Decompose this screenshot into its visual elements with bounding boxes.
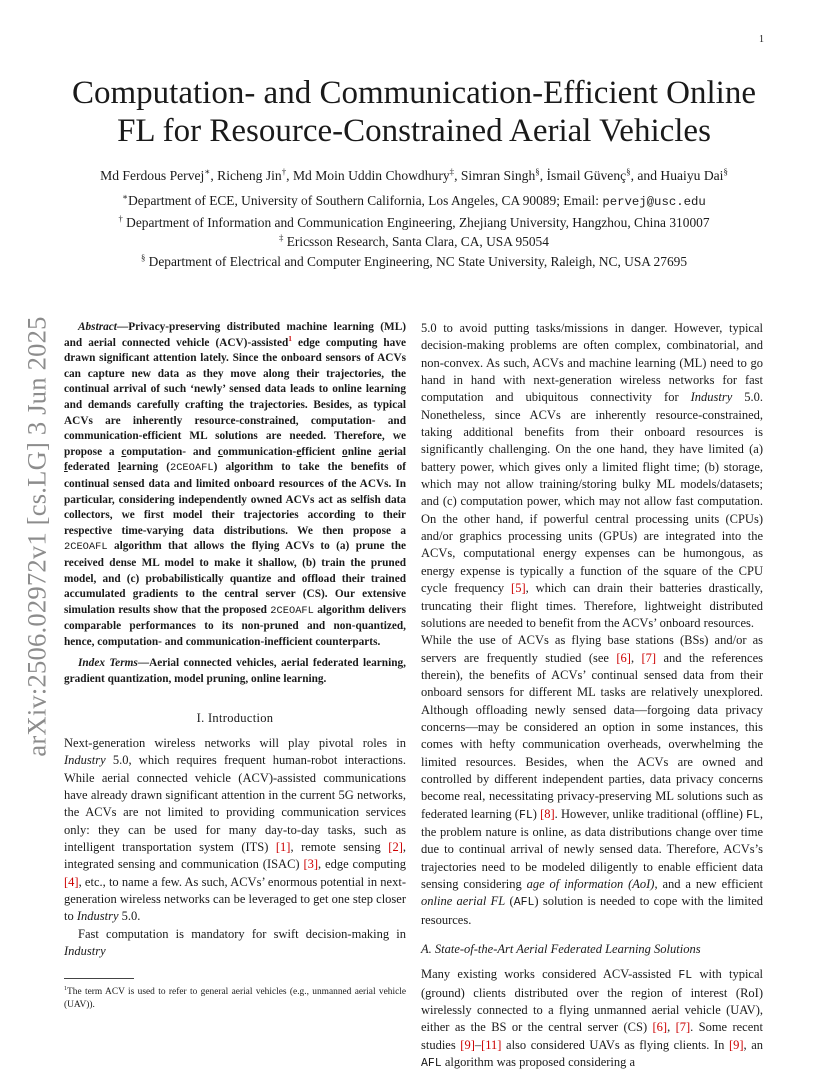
text-run: , etc., to name a few. As such, ACVs’ enormous potential in next-generation wireless networks can be leveraged to get one step closer to xyxy=(64,874,406,924)
abstract-label: Abstract xyxy=(78,321,117,333)
acronym-afl: AFL xyxy=(513,896,535,910)
paper-title xyxy=(64,74,764,150)
emphasis-online-aerial-fl: online aerial FL xyxy=(421,894,506,909)
author-and: , and xyxy=(630,168,661,183)
author-1-mark: ∗ xyxy=(204,166,211,177)
citation-9[interactable]: [9] xyxy=(460,1037,475,1052)
text-run: ) xyxy=(532,806,541,821)
text-run: . However, unlike traditional (offline) xyxy=(554,806,747,821)
affiliation-ece xyxy=(64,191,764,213)
citation-11[interactable]: [11] xyxy=(481,1037,502,1052)
text-run: , xyxy=(667,1020,676,1035)
index-terms-label: Index Terms xyxy=(78,657,138,670)
affiliation-ncsu-mark: § xyxy=(140,252,146,263)
acronym-word: nline xyxy=(347,445,379,458)
algorithm-name: 2CEOAFL xyxy=(270,604,314,617)
citation-7[interactable]: [7] xyxy=(641,650,657,665)
affiliation-ece-mark: ∗ xyxy=(122,191,129,202)
text-run: 5.0. Nonetheless, since ACVs are inherently resource-constrained, taking additional benefits from their onboard resources is significantly challenging. On the one hand, they have limited (a) battery power, which gives only a limited flight time; (b) storage, which may not allow training/storing bulky ML models/datasets; and (c) computation power, which may not allow fast computation. On the other hand, if powerful central processing units (CPUs) and/or graphics processing units (GPUs) are integrated into the ACVs, computational energy expenses can be humongous, as energy expense is typically a function of the square of the CPU cycle frequency xyxy=(421,390,763,596)
acronym-letter: e xyxy=(296,445,302,458)
acronym-letter: l xyxy=(117,461,122,474)
text-run: , xyxy=(630,650,642,665)
citation-6[interactable]: [6] xyxy=(616,650,631,665)
footnote xyxy=(64,986,406,1011)
affiliation-ericsson-text: Ericsson Research, Santa Clara, CA, USA 95054 xyxy=(283,234,549,249)
index-terms-text: —Aerial connected vehicles, aerial federated learning, gradient quantization, model pruning, online learning. xyxy=(64,657,406,686)
footnote-rule xyxy=(64,978,134,979)
acronym-word: ederated xyxy=(67,461,118,474)
paper-header xyxy=(64,74,764,271)
abstract-p3: ) algorithm to take the benefits of continual sensed data and limited onboard resources of the ACVs. In particular, considering independently owned ACVs act as selfish data collectors, we first model their trajectories according to their respective time-varying data distributions. We then propose a xyxy=(64,461,406,537)
arxiv-stamp-text: arXiv:2506.02972v1 [cs.LG] 3 Jun 2025 xyxy=(21,315,52,757)
text-run: also considered UAVs as flying clients. In xyxy=(501,1037,729,1052)
intro-paragraph-2 xyxy=(64,926,406,961)
author-sep: , xyxy=(210,168,218,183)
affiliation-ncsu-text: Department of Electrical and Computer Engineering, NC State University, Raleigh, NC, USA 27695 xyxy=(145,253,688,269)
right-column xyxy=(421,320,763,1071)
text-run: , the problem nature is online, as data distributions change over time due to continual arrival of newly sensed data. Therefore, ACVs’s trajectories need to be modeled diligently to enable efficient data sensing considering xyxy=(421,806,763,891)
text-run: , integrated sensing and communication (ISAC) xyxy=(64,840,406,872)
abstract-p4: algorithm that allows the flying ACVs to (a) prune the received dense ML model to make it shallow, (b) train the pruned model, and (c) probabilistically quantize and offload their trained accumulated gradients to the central server (CS). Our extensive simulation results show that the proposed xyxy=(64,540,406,616)
text-run: , an xyxy=(743,1037,763,1052)
acronym-letter: c xyxy=(121,445,127,458)
subsection-a-paragraph-1 xyxy=(421,966,763,1071)
acronym-word: earning ( xyxy=(121,461,170,474)
author-sep: , xyxy=(286,168,293,183)
emphasis-industry: Industry xyxy=(76,909,119,924)
affiliation-zju xyxy=(64,213,764,233)
affiliation-ncsu xyxy=(64,252,764,272)
text-run: Next-generation wireless networks will play pivotal roles in xyxy=(64,736,406,750)
emphasis-industry: Industry xyxy=(64,753,106,768)
intro-paragraph-2 xyxy=(421,320,763,632)
acronym-fl: FL xyxy=(746,808,760,822)
text-run: , and a new efficient xyxy=(654,877,763,891)
author-6-mark: § xyxy=(723,166,728,177)
emphasis-aoi: age of information (AoI) xyxy=(526,877,655,891)
citation-5[interactable]: [5] xyxy=(511,581,526,596)
acronym-letter: c xyxy=(217,445,223,458)
emphasis-industry: Industry xyxy=(690,390,733,405)
abstract-p5: algorithm delivers comparable performances to its non-pruned and non-quantized, hence, computation- and communication-inefficient counterparts. xyxy=(64,603,406,648)
author-1: Md Ferdous Pervej xyxy=(100,168,205,183)
text-run: , remote sensing xyxy=(290,840,389,855)
citation-2[interactable]: [2] xyxy=(388,840,403,855)
acronym-word: fficient xyxy=(301,445,343,458)
text-run: Fast computation is mandatory for swift decision-making in xyxy=(78,926,406,941)
left-column xyxy=(64,320,406,960)
text-run: and the references therein), the benefits of ACVs’ continual sensed data from their onboard sensors for different ML tasks are relatively unexplored. Although offloading newly sensed data—forgoing data privacy concerns—may be considered an option in some instances, this comes with hefty communication overheads, overwhelming the limited resources. Besides, when the ACVs are owned and controlled by different independent parties, data privacy concerns become real, necessitating privacy-preserving ML solutions such as federated learning ( xyxy=(421,650,763,821)
citation-1[interactable]: [1] xyxy=(275,840,291,855)
acronym-word: ommunication- xyxy=(222,445,297,458)
intro-paragraph-1 xyxy=(64,735,406,926)
citation-6[interactable]: [6] xyxy=(652,1020,668,1035)
algorithm-name: 2CEOAFL xyxy=(169,462,214,475)
affiliations xyxy=(64,191,764,271)
text-run: 5.0 to avoid putting tasks/missions in danger. However, typical decision-making problems are often complex, combinatorial, and non-convex. As such, ACVs and machine learning (ML) need to go hand in hand with next-generation wireless networks for fast computation and ubiquitous connectivity for xyxy=(421,321,763,405)
title-line-2: FL for Resource-Constrained Aerial Vehicles xyxy=(117,113,711,149)
abstract-p1: Privacy-preserving distributed machine learning (ML) and aerial connected vehicle (ACV)-assisted xyxy=(64,321,406,349)
text-run: . Some recent studies xyxy=(421,1020,763,1052)
citation-4[interactable]: [4] xyxy=(64,874,79,889)
footnote-mark: 1 xyxy=(64,985,68,992)
algorithm-name: 2CEOAFL xyxy=(64,541,108,554)
citation-7[interactable]: [7] xyxy=(675,1020,691,1035)
abstract-p2: edge computing have drawn significant attention lately. Since the onboard sensors of ACVs can capture new data as they move along their trajectories, the continual arrival of such ‘newly’ sensed data leads to online learning and demands carefully crafting the trajectories. Besides, as typical ACVs are inherently resource-constrained, computation- and communication-efficient ML solutions are needed. Therefore, we propose a xyxy=(64,336,406,458)
text-run: 5.0. xyxy=(118,909,141,924)
abstract-footnote-ref[interactable]: 1 xyxy=(288,333,292,343)
author-5: İsmail Güvenç xyxy=(546,168,627,183)
intro-paragraph-3 xyxy=(421,632,763,929)
text-run: – xyxy=(474,1037,482,1052)
author-4-mark: § xyxy=(535,166,540,177)
index-terms xyxy=(64,656,406,687)
footnote-text: The term ACV is used to refer to general aerial vehicles (e.g., unmanned aerial vehicle (UAV)). xyxy=(64,987,406,1010)
acronym-word: erial xyxy=(384,445,407,458)
author-4: Simran Singh xyxy=(460,168,536,183)
affiliation-zju-mark: † xyxy=(118,213,123,224)
abstract-dash: — xyxy=(116,321,129,333)
text-run: ( xyxy=(505,894,514,909)
citation-8[interactable]: [8] xyxy=(540,806,555,821)
acronym-fl: FL xyxy=(518,808,533,822)
title-line-1: Computation- and Communication-Efficient Online xyxy=(71,75,756,111)
arxiv-stamp xyxy=(20,310,54,762)
acronym-word: omputation- and xyxy=(126,445,218,458)
text-run: Many existing works considered ACV-assisted xyxy=(421,967,679,982)
acronym-afl: AFL xyxy=(421,1057,442,1071)
text-run: 5.0, which requires frequent human-robot interactions. While aerial connected vehicle (ACV)-assisted communications have already drawn significant attention in the current 5G networks, the ACVs are not limited to providing communication services only: they can be used for many day-to-day tasks, such as intelligent transportation system (ITS) xyxy=(64,753,406,855)
citation-9[interactable]: [9] xyxy=(728,1037,744,1052)
text-run: algorithm was proposed considering a xyxy=(441,1055,636,1070)
text-run: with typical (ground) clients distributed over the region of interest (RoI) wirelessly connected to a flying unmanned aerial vehicle (UAV), either as the BS or the central server (CS) xyxy=(421,967,763,1035)
author-5-mark: § xyxy=(626,166,631,177)
author-3: Md Moin Uddin Chowdhury xyxy=(292,168,450,183)
author-sep: , xyxy=(454,168,461,183)
section-heading-introduction: I. Introduction xyxy=(196,710,274,725)
text-run: , edge computing xyxy=(318,857,406,872)
author-sep: , xyxy=(539,168,547,183)
acronym-letter: o xyxy=(342,445,348,458)
affiliation-zju-text: Department of Information and Communication Engineering, Zhejiang University, Hangzhou, China 310007 xyxy=(122,214,710,230)
emphasis-industry: Industry xyxy=(64,944,106,959)
abstract xyxy=(64,320,406,650)
author-2-mark: † xyxy=(281,166,287,177)
affiliation-ericsson-mark: ‡ xyxy=(279,232,284,243)
citation-3[interactable]: [3] xyxy=(303,857,319,872)
text-run: ) solution is needed to cope with the limited resources. xyxy=(421,894,763,927)
acronym-letter: f xyxy=(64,461,68,474)
acronym-letter: a xyxy=(378,445,385,458)
text-run: While the use of ACVs as flying base stations (BSs) and/or as servers are frequently studied (see xyxy=(421,633,763,665)
author-list xyxy=(64,167,764,185)
affiliation-ericsson xyxy=(64,232,764,252)
author-2: Richeng Jin xyxy=(217,168,282,183)
acronym-fl: FL xyxy=(678,969,693,983)
affiliation-email[interactable]: pervej@usc.edu xyxy=(602,195,706,209)
author-3-mark: ‡ xyxy=(449,166,455,177)
page-number: 1 xyxy=(759,34,764,45)
subsection-heading-a: A. State-of-the-Art Aerial Federated Learning Solutions xyxy=(421,942,701,957)
affiliation-ece-text: Department of ECE, University of Southern California, Los Angeles, CA 90089; Email: xyxy=(128,193,603,208)
author-6: Huaiyu Dai xyxy=(660,168,724,183)
text-run: , which can drain their batteries drastically, truncating their flight times. Therefore, lightweight distributed solutions are needed to benefit from the ACVs’ onboard resources. xyxy=(421,581,763,630)
